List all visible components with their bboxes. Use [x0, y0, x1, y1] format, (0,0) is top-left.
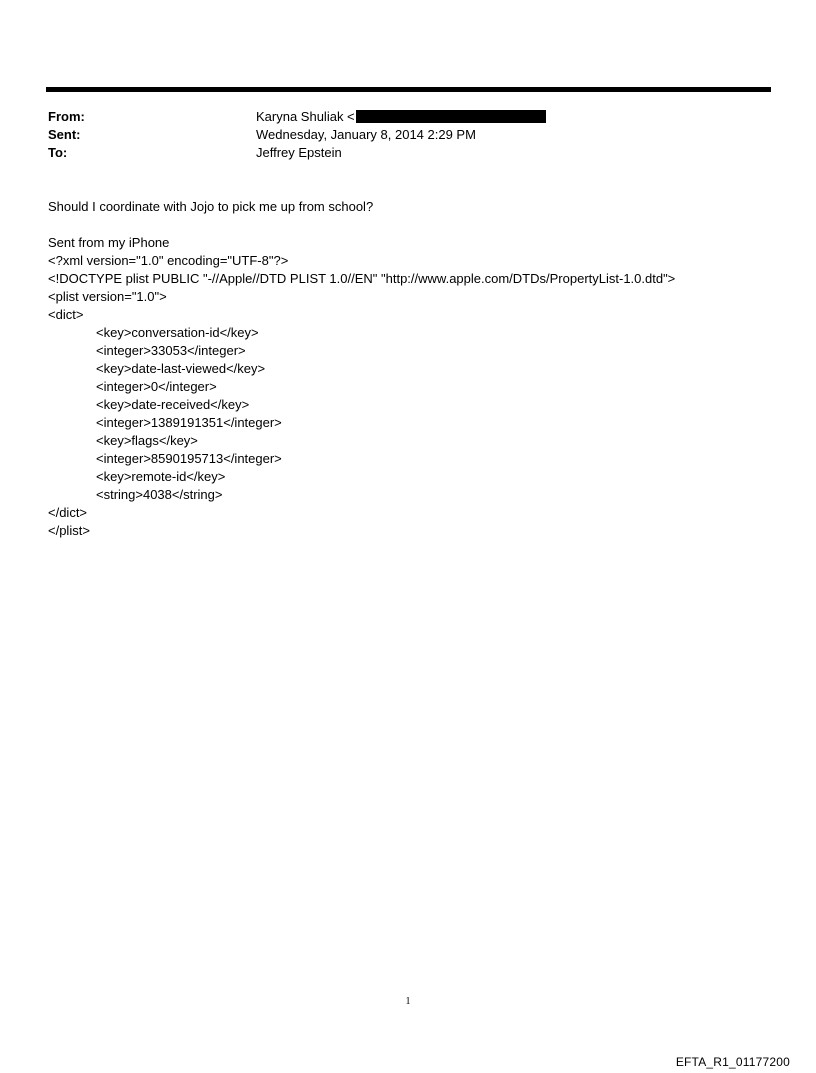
- message-text: Should I coordinate with Jojo to pick me up from school?: [48, 199, 374, 214]
- email-header: [48, 108, 768, 162]
- email-body: [48, 198, 788, 540]
- xml-declaration: <?xml version="1.0" encoding="UTF-8"?>: [48, 253, 289, 268]
- sent-row: [48, 126, 768, 144]
- from-value: [256, 108, 546, 126]
- blank-line: [48, 216, 788, 234]
- dict-line: <key>date-last-viewed</key>: [96, 361, 266, 376]
- dict-line: <integer>8590195713</integer>: [96, 451, 282, 466]
- header-divider: [46, 87, 771, 92]
- signature-text: Sent from my iPhone: [48, 235, 170, 250]
- to-value: Jeffrey Epstein: [256, 145, 342, 160]
- from-name: Karyna Shuliak <: [256, 109, 355, 124]
- to-label: To:: [48, 145, 68, 160]
- from-label: From:: [48, 109, 85, 124]
- from-row: [48, 108, 768, 126]
- sent-value: Wednesday, January 8, 2014 2:29 PM: [256, 127, 476, 142]
- dict-line: <integer>33053</integer>: [96, 343, 246, 358]
- redaction-box: [356, 110, 546, 123]
- plist-open-tag: <plist version="1.0">: [48, 289, 167, 304]
- dict-line: <key>flags</key>: [96, 433, 198, 448]
- dict-line: <integer>1389191351</integer>: [96, 415, 282, 430]
- dict-line: <integer>0</integer>: [96, 379, 217, 394]
- doctype-line: <!DOCTYPE plist PUBLIC "-//Apple//DTD PLIST 1.0//EN" "http://www.apple.com/DTDs/PropertyList-1.0.dtd">: [48, 271, 676, 286]
- dict-open-tag: <dict>: [48, 307, 84, 322]
- dict-line: <key>date-received</key>: [96, 397, 250, 412]
- bates-number: EFTA_R1_01177200: [675, 1055, 790, 1069]
- dict-close-tag: </dict>: [48, 505, 88, 520]
- dict-line: <key>remote-id</key>: [96, 469, 226, 484]
- page-number: 1: [405, 996, 411, 1007]
- plist-close-tag: </plist>: [48, 523, 90, 538]
- dict-line: <string>4038</string>: [96, 487, 223, 502]
- dict-line: <key>conversation-id</key>: [96, 325, 259, 340]
- sent-label: Sent:: [48, 127, 81, 142]
- to-row: [48, 144, 768, 162]
